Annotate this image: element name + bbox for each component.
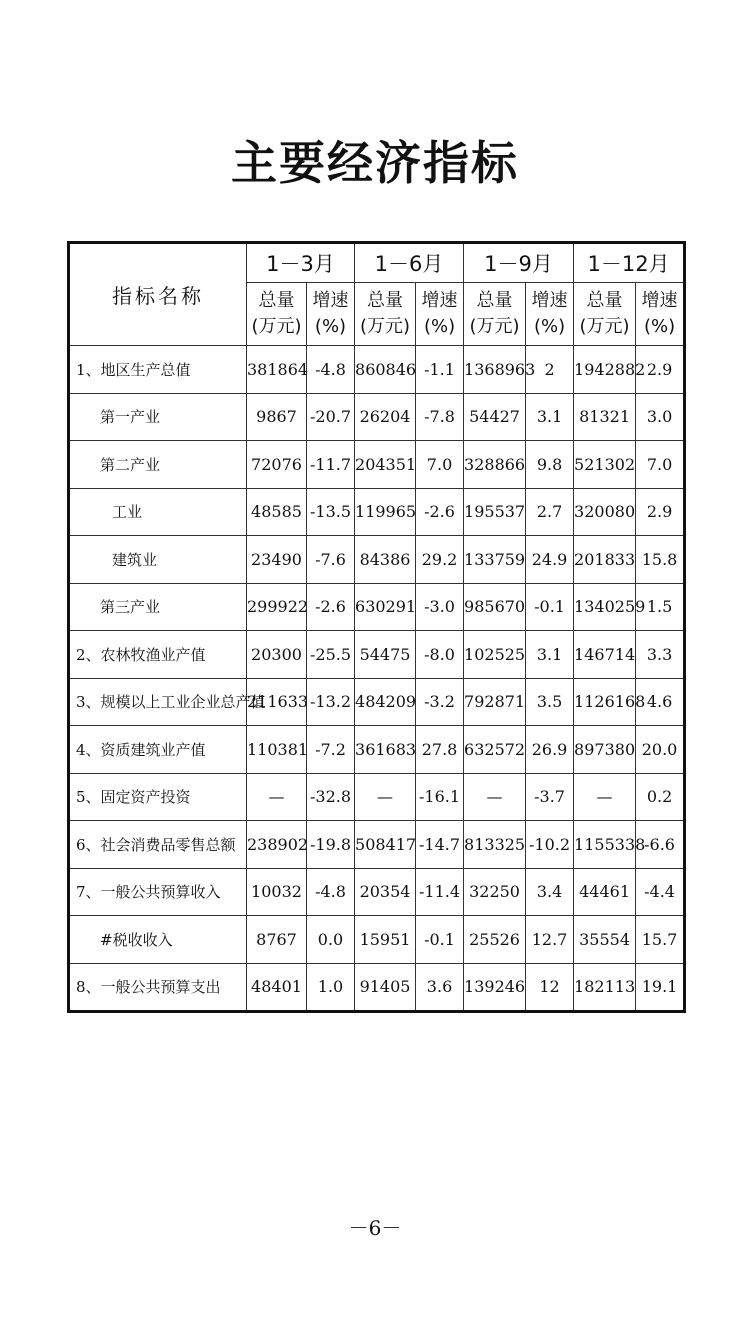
table-row [69,868,685,916]
cell: -0.1 [526,583,574,631]
cell: 12 [526,963,574,1012]
cell: -3.0 [416,583,464,631]
cell: 3.5 [526,678,574,726]
cell: -3.7 [526,773,574,821]
cell: 632572 [464,726,526,774]
cell: 139246 [464,963,526,1012]
cell: 8767 [247,916,307,964]
cell: 211633 [247,678,307,726]
cell: -4.4 [636,868,685,916]
cell: 0.2 [636,773,685,821]
table-row [69,441,685,489]
table-row [69,488,685,536]
cell: 1155338 [574,821,636,869]
indicator-name: 工业 [69,488,247,536]
table-row [69,536,685,584]
cell: 813325 [464,821,526,869]
total-column-header [574,283,636,346]
cell: -2.6 [416,488,464,536]
page-number: －6－ [348,1216,402,1240]
cell: 23490 [247,536,307,584]
total-column-header [247,283,307,346]
indicator-name: 第二产业 [69,441,247,489]
cell: 1340259 [574,583,636,631]
table-row [69,916,685,964]
indicator-name: 第三产业 [69,583,247,631]
cell: 484209 [355,678,416,726]
cell: -4.8 [307,868,355,916]
cell: -1.1 [416,346,464,394]
cell: 146714 [574,631,636,679]
cell: 119965 [355,488,416,536]
cell: 320080 [574,488,636,536]
cell: 201833 [574,536,636,584]
cell: -13.5 [307,488,355,536]
cell: 110381 [247,726,307,774]
cell: -10.2 [526,821,574,869]
cell: -8.0 [416,631,464,679]
cell: -19.8 [307,821,355,869]
cell: 1126168 [574,678,636,726]
cell: 1.0 [307,963,355,1012]
indicator-name: 4、资质建筑业产值 [69,726,247,774]
table-row [69,583,685,631]
table-row [69,773,685,821]
cell: 1.5 [636,583,685,631]
rate-unit: (%) [314,316,347,337]
rate-label: 增速 [312,290,349,311]
cell: 3.1 [526,631,574,679]
cell: 860846 [355,346,416,394]
cell: 204351 [355,441,416,489]
cell: 9867 [247,393,307,441]
table-row [69,963,685,1012]
cell: 20354 [355,868,416,916]
period-header: 1－6月 [355,243,464,283]
cell: 2.9 [636,488,685,536]
cell: 72076 [247,441,307,489]
cell: 15.8 [636,536,685,584]
cell: 20300 [247,631,307,679]
cell: 24.9 [526,536,574,584]
total-label: 总量 [367,290,404,311]
total-column-header [464,283,526,346]
indicator-name: 6、社会消费品零售总额 [69,821,247,869]
period-header: 1－12月 [574,243,685,283]
rate-label: 增速 [531,290,568,311]
cell: — [247,773,307,821]
cell: -0.1 [416,916,464,964]
total-unit: (万元) [251,316,302,337]
total-unit: (万元) [579,316,630,337]
cell: 1942882 [574,346,636,394]
rate-unit: (%) [643,316,676,337]
cell: 3.0 [636,393,685,441]
cell: 521302 [574,441,636,489]
cell: — [464,773,526,821]
table-row [69,726,685,774]
cell: 630291 [355,583,416,631]
cell: 12.7 [526,916,574,964]
cell: 985670 [464,583,526,631]
cell: 35554 [574,916,636,964]
cell: 361683 [355,726,416,774]
cell: 15951 [355,916,416,964]
cell: 26204 [355,393,416,441]
rate-column-header [526,283,574,346]
rate-label: 增速 [421,290,458,311]
table-row [69,393,685,441]
indicator-name: 7、一般公共预算收入 [69,868,247,916]
cell: 54427 [464,393,526,441]
period-header: 1－3月 [247,243,355,283]
total-label: 总量 [476,290,513,311]
cell: 44461 [574,868,636,916]
indicator-name: 8、一般公共预算支出 [69,963,247,1012]
cell: 81321 [574,393,636,441]
cell: 91405 [355,963,416,1012]
cell: 19.1 [636,963,685,1012]
cell: 48401 [247,963,307,1012]
cell: 25526 [464,916,526,964]
indicator-name: #税收收入 [69,916,247,964]
cell: 26.9 [526,726,574,774]
cell: 508417 [355,821,416,869]
cell: -13.2 [307,678,355,726]
economic-indicators-table [67,241,686,1013]
cell: 7.0 [416,441,464,489]
table-row [69,346,685,394]
cell: 27.8 [416,726,464,774]
cell: 2.9 [636,346,685,394]
indicator-name: 第一产业 [69,393,247,441]
cell: 238902 [247,821,307,869]
cell: 4.6 [636,678,685,726]
indicator-name: 5、固定资产投资 [69,773,247,821]
cell: -2.6 [307,583,355,631]
table-row [69,821,685,869]
cell: 133759 [464,536,526,584]
total-label: 总量 [586,290,623,311]
cell: -25.5 [307,631,355,679]
cell: — [574,773,636,821]
total-unit: (万元) [469,316,520,337]
cell: 897380 [574,726,636,774]
cell: 3.1 [526,393,574,441]
cell: -4.8 [307,346,355,394]
cell: 48585 [247,488,307,536]
rate-column-header [636,283,685,346]
cell: 32250 [464,868,526,916]
cell: -20.7 [307,393,355,441]
cell: 15.7 [636,916,685,964]
table-row [69,678,685,726]
cell: -3.2 [416,678,464,726]
rate-label: 增速 [641,290,678,311]
cell: 7.0 [636,441,685,489]
cell: 3.6 [416,963,464,1012]
indicator-name: 2、农林牧渔业产值 [69,631,247,679]
cell: 1368963 [464,346,526,394]
cell: 29.2 [416,536,464,584]
cell: 0.0 [307,916,355,964]
cell: 195537 [464,488,526,536]
table-row [69,631,685,679]
page-title: 主要经济指标 [231,136,519,190]
cell: -14.7 [416,821,464,869]
cell: — [355,773,416,821]
cell: 54475 [355,631,416,679]
indicator-name: 3、规模以上工业企业总产值 [69,678,247,726]
indicator-name: 建筑业 [69,536,247,584]
cell: 9.8 [526,441,574,489]
rate-column-header [307,283,355,346]
cell: -7.8 [416,393,464,441]
table-body [69,346,685,1012]
cell: -7.2 [307,726,355,774]
cell: 792871 [464,678,526,726]
rate-unit: (%) [533,316,566,337]
cell: 2.7 [526,488,574,536]
cell: -11.7 [307,441,355,489]
cell: -11.4 [416,868,464,916]
cell: -6.6 [636,821,685,869]
cell: 102525 [464,631,526,679]
cell: 328866 [464,441,526,489]
indicator-name-header: 指标名称 [69,243,247,346]
total-column-header [355,283,416,346]
cell: 20.0 [636,726,685,774]
cell: 10032 [247,868,307,916]
cell: -32.8 [307,773,355,821]
cell: 299922 [247,583,307,631]
rate-column-header [416,283,464,346]
cell: 3.4 [526,868,574,916]
cell: 182113 [574,963,636,1012]
cell: -7.6 [307,536,355,584]
period-header: 1－9月 [464,243,574,283]
indicator-name: 1、地区生产总值 [69,346,247,394]
cell: -16.1 [416,773,464,821]
cell: 381864 [247,346,307,394]
cell: 3.3 [636,631,685,679]
total-unit: (万元) [359,316,411,337]
cell: 2 [526,346,574,394]
total-label: 总量 [258,290,295,311]
rate-unit: (%) [423,316,456,337]
cell: 84386 [355,536,416,584]
